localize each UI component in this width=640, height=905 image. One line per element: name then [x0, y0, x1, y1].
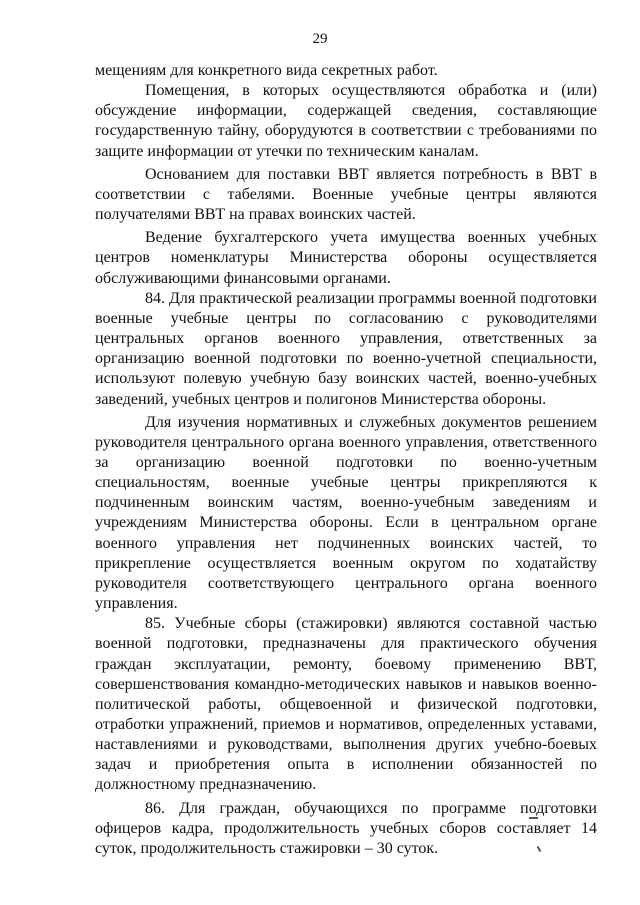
scan-mark-dash — [529, 817, 538, 819]
paragraph-documents-study: Для изучения нормативных и служебных документов решением руководителя центрального органа военного управления, ответственного за организацию военной подготовки по военно-учетным специальностям, военные учебные центры прикрепляются к подчиненным воинским частям, военно-учебным заведениям и учреждениям Министерства обороны. Если в центральном органе военного управления нет подчиненных воинских частей, то прикрепление осуществляется военным округом по ходатайству руководителя соответствующего центрального органа военного управления. — [95, 413, 597, 613]
paragraph-premises: Помещения, в которых осуществляются обработка и (или) обсуждение информации, содержащей сведения, составляющие государственную тайну, оборудуются в соответствии с требованиями по защите информации от утечки по техническим каналам. — [95, 82, 597, 160]
paragraph-supply-basis: Основанием для поставки ВВТ является потребность в ВВТ в соответствии с табелями. Военные учебные центры являются получателями ВВТ на правах воинских частей. — [95, 165, 597, 224]
paragraph-continuation: мещениям для конкретного вида секретных работ. — [95, 62, 438, 79]
paragraph-84: 84. Для практической реализации программы военной подготовки военные учебные центры по согласованию с руководителями центральных органов военного управления, ответственных за организацию военной подготовки по военно-учетной специальности, используют полевую учебную базу воинских частей, военно-учебных заведений, учебных центров и полигонов Министерства обороны. — [95, 289, 597, 408]
paragraph-accounting: Ведение бухгалтерского учета имущества военных учебных центров номенклатуры Министерства обороны осуществляется обслуживающими финансовыми органами. — [95, 229, 597, 287]
body-text — [95, 61, 597, 859]
paragraph-86: 86. Для граждан, обучающихся по программе подготовки офицеров кадра, продолжительность учебных сборов составляет 14 суток, продолжительность стажировки – 30 суток. — [95, 799, 597, 857]
page-number: 29 — [312, 31, 328, 47]
paragraph-85: 85. Учебные сборы (стажировки) являются составной частью военной подготовки, предназначены для практического обучения граждан эксплуатации, ремонту, боевому применению ВВТ, совершенствования командно-методических навыков и навыков военно-политической работы, общевоенной и физической подготовки, отработки упражнений, приемов и нормативов, определенных уставами, наставлениями и руководствами, выполнения других учебно-боевых задач и приобретения опыта в исполнении обязанностей по должностному предназначению. — [95, 615, 597, 794]
